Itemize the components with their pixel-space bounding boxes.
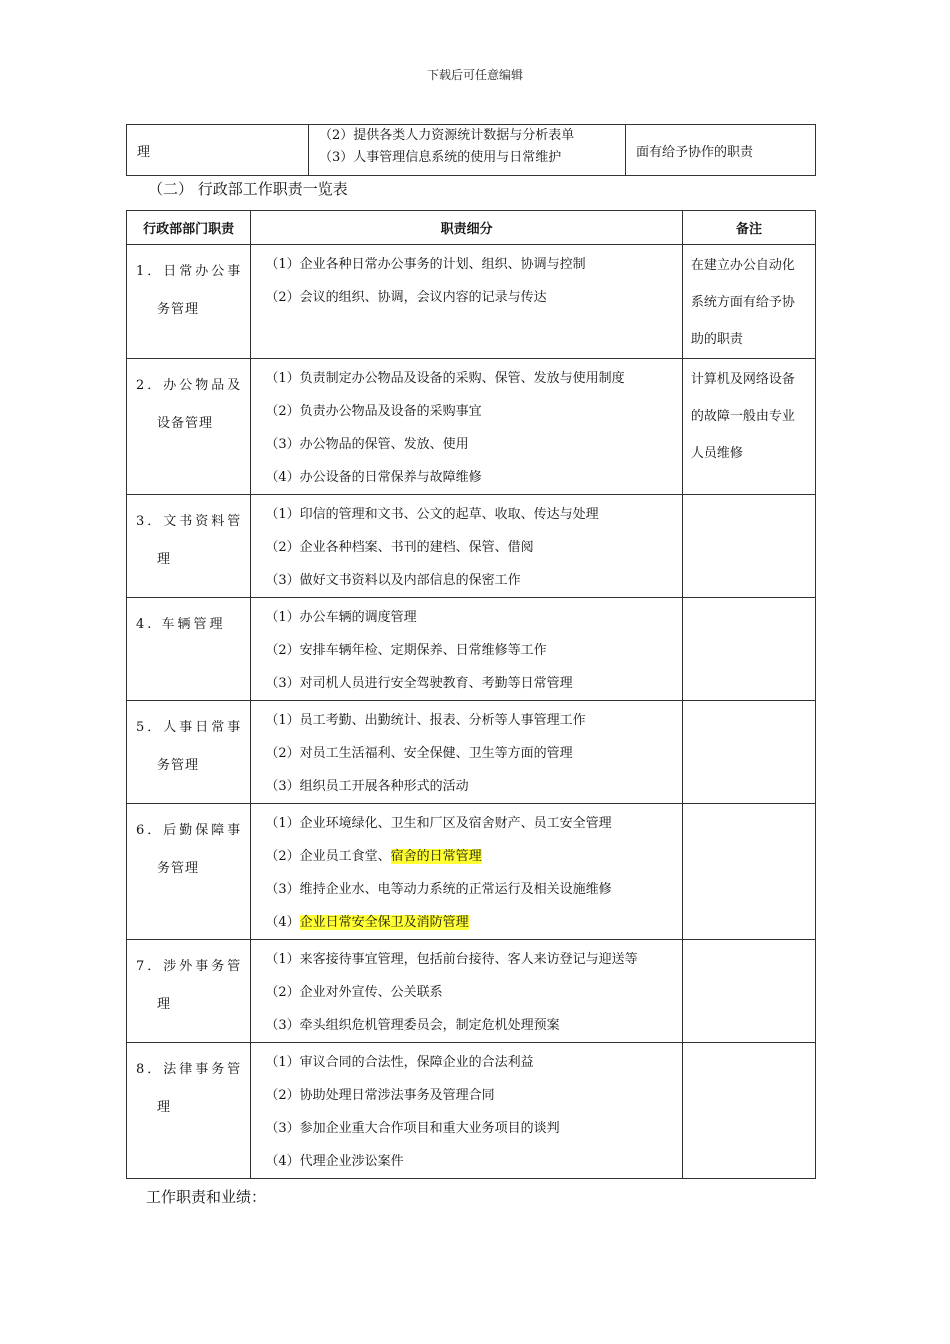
duty-text: （3）维持企业水、电等动力系统的正常运行及相关设施维修 [265, 882, 612, 897]
duty-text: （1）印信的管理和文书、公文的起草、收取、传达与处理 [265, 507, 599, 522]
duty-line [265, 770, 682, 803]
duty-text: （1）员工考勤、出勤统计、报表、分析等人事管理工作 [265, 713, 586, 728]
duty-line [265, 1145, 682, 1178]
duty-line [265, 601, 682, 634]
duty-line [265, 428, 682, 461]
dept-label: 务管理 [157, 302, 200, 317]
duty-line [265, 1009, 682, 1042]
dept-cell [127, 804, 251, 940]
table-row [127, 701, 816, 804]
dept-label: 7．涉外事务管 [136, 959, 244, 974]
duty-line [265, 248, 682, 281]
dept-label: 8．法律事务管 [136, 1062, 244, 1077]
dept-label: 设备管理 [157, 416, 214, 431]
note-line: 系统方面有给予协 [690, 295, 795, 310]
duty-text: （3）牵头组织危机管理委员会，制定危机处理预案 [265, 1018, 560, 1033]
duties-cell [251, 245, 683, 359]
duty-text: （2）负责办公物品及设备的采购事宜 [265, 404, 482, 419]
note-cell [682, 1043, 815, 1179]
duty-text: （3）办公物品的保管、发放、使用 [265, 437, 469, 452]
duty-text: （2）会议的组织、协调，会议内容的记录与传达 [265, 290, 547, 305]
duty-line [265, 634, 682, 667]
dept-label: 理 [157, 997, 172, 1012]
continued-duty-line: （3）人事管理信息系统的使用与日常维护 [319, 150, 562, 165]
section-title: （二） 行政部工作职责一览表 [148, 180, 348, 198]
duty-text: （2）对员工生活福利、安全保健、卫生等方面的管理 [265, 746, 573, 761]
note-cell [682, 804, 815, 940]
duty-line [265, 395, 682, 428]
duty-line [265, 840, 682, 873]
dept-cell [127, 245, 251, 359]
note-cell [682, 940, 815, 1043]
dept-label: 3．文书资料管 [136, 514, 244, 529]
continued-duty-line: （2）提供各类人力资源统计数据与分析表单 [319, 128, 575, 143]
note-line: 助的职责 [690, 332, 743, 347]
duty-text: （4）代理企业涉讼案件 [265, 1154, 404, 1169]
page-header-note: 下载后可任意编辑 [426, 68, 523, 82]
dept-cell [127, 701, 251, 804]
duties-cell [251, 804, 683, 940]
duty-text: （3）组织员工开展各种形式的活动 [265, 779, 469, 794]
duty-text: （1）企业各种日常办公事务的计划、组织、协调与控制 [265, 257, 586, 272]
dept-label: 4. 车辆管理 [136, 617, 226, 632]
table-row [127, 495, 816, 598]
duty-line [265, 667, 682, 700]
dept-label: 理 [157, 552, 172, 567]
note-line: 计算机及网络设备 [690, 372, 795, 387]
duty-line [265, 1046, 682, 1079]
note-cell [682, 245, 815, 359]
note-line: 人员维修 [690, 446, 743, 461]
note-line: 在建立办公自动化 [690, 258, 795, 273]
duty-line [265, 873, 682, 906]
duties-cell [251, 359, 683, 495]
header-duties: 职责细分 [251, 211, 683, 245]
duty-line [265, 976, 682, 1009]
duties-cell [251, 701, 683, 804]
table-row [127, 1043, 816, 1179]
note-cell [682, 495, 815, 598]
table-row [127, 598, 816, 701]
duties-cell [251, 495, 683, 598]
note-cell [682, 598, 815, 701]
duty-line [265, 531, 682, 564]
duty-line [265, 1112, 682, 1145]
duty-line [265, 498, 682, 531]
duty-text: （2）企业对外宣传、公关联系 [265, 985, 443, 1000]
dept-cell [127, 940, 251, 1043]
table-header-row [127, 211, 816, 245]
duty-text: （1）来客接待事宜管理，包括前台接待、客人来访登记与迎送等 [265, 952, 638, 967]
duties-cell [251, 1043, 683, 1179]
dept-label: 1．日常办公事 [136, 264, 244, 279]
continued-dept-cell: 理 [127, 125, 309, 176]
continued-note-cell: 面有给予协作的职责 [626, 125, 816, 176]
duty-text: （4）办公设备的日常保养与故障维修 [265, 470, 482, 485]
highlighted-text: 企业日常安全保卫及消防管理 [299, 915, 469, 930]
dept-label: 务管理 [157, 861, 200, 876]
duty-text: （3）对司机人员进行安全驾驶教育、考勤等日常管理 [265, 676, 573, 691]
dept-label: 2．办公物品及 [136, 378, 244, 393]
header-dept: 行政部部门职责 [127, 211, 251, 245]
dept-label: 5．人事日常事 [136, 720, 244, 735]
duty-line [265, 281, 682, 314]
duty-text: （1）审议合同的合法性，保障企业的合法利益 [265, 1055, 534, 1070]
duty-text: （1）办公车辆的调度管理 [265, 610, 417, 625]
duties-cell [251, 598, 683, 701]
duty-line [265, 906, 682, 939]
duty-line [265, 1079, 682, 1112]
dept-cell [127, 359, 251, 495]
dept-label: 6．后勤保障事 [136, 823, 244, 838]
highlighted-text: 宿舍的日常管理 [390, 849, 482, 864]
duty-line [265, 362, 682, 395]
table-row [127, 359, 816, 495]
duty-text: （1）企业环境绿化、卫生和厂区及宿舍财产、员工安全管理 [265, 816, 612, 831]
duty-line [265, 564, 682, 597]
duty-text: （4） [265, 915, 300, 930]
duty-line [265, 807, 682, 840]
duty-text: （1）负责制定办公物品及设备的采购、保管、发放与使用制度 [265, 371, 625, 386]
dept-cell [127, 495, 251, 598]
duties-cell [251, 940, 683, 1043]
header-note: 备注 [682, 211, 815, 245]
note-cell [682, 701, 815, 804]
table-row [127, 245, 816, 359]
duty-line [265, 943, 682, 976]
note-cell [682, 359, 815, 495]
table-row [127, 940, 816, 1043]
duty-text: （2）企业各种档案、书刊的建档、保管、借阅 [265, 540, 534, 555]
footer-text: 工作职责和业绩： [146, 1188, 267, 1206]
duty-table [126, 210, 816, 1179]
duty-line [265, 461, 682, 494]
duty-line [265, 737, 682, 770]
duty-text: （2）安排车辆年检、定期保养、日常维修等工作 [265, 643, 547, 658]
table-row [127, 804, 816, 940]
duty-text: （3）参加企业重大合作项目和重大业务项目的谈判 [265, 1121, 560, 1136]
dept-cell [127, 1043, 251, 1179]
continued-duties-cell [309, 125, 626, 176]
dept-cell [127, 598, 251, 701]
duty-text: （2）协助处理日常涉法事务及管理合同 [265, 1088, 495, 1103]
continued-table [126, 124, 816, 176]
duty-line [265, 704, 682, 737]
dept-label: 务管理 [157, 758, 200, 773]
note-line: 的故障一般由专业 [690, 409, 795, 424]
dept-label: 理 [157, 1100, 172, 1115]
duty-text: （2）企业员工食堂、 [265, 849, 391, 864]
duty-text: （3）做好文书资料以及内部信息的保密工作 [265, 573, 521, 588]
